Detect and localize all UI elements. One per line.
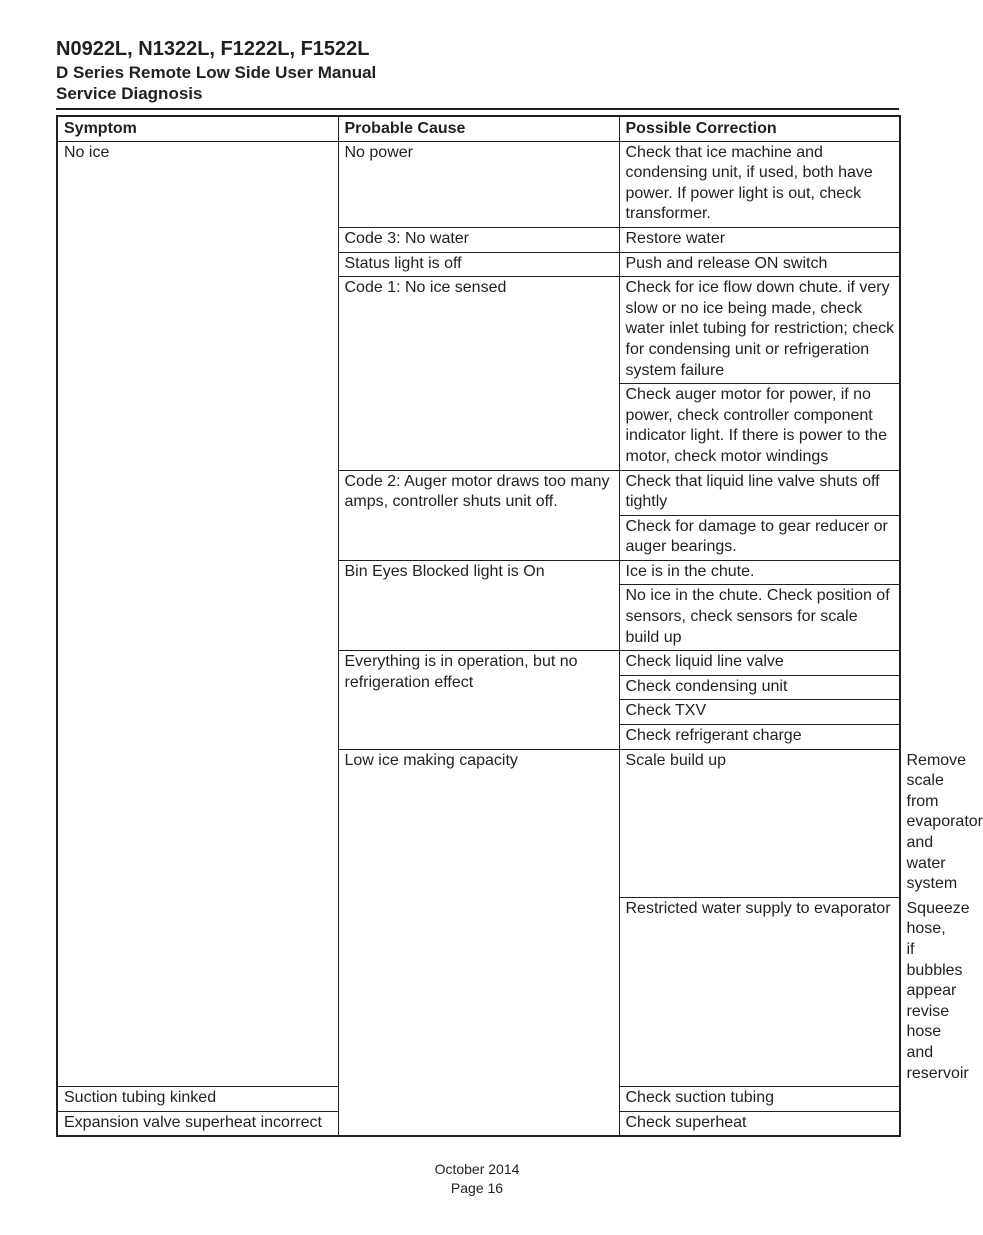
table-row <box>57 141 900 227</box>
correction-cell: Check auger motor for power, if no power, check controller component indicator light. If there is power to the motor, check motor windings <box>619 384 900 470</box>
page-header <box>56 37 899 104</box>
correction-cell: Check TXV <box>619 700 900 725</box>
correction-cell: Check for ice flow down chute. if very slow or no ice being made, check water inlet tubing for restriction; check for condensing unit or refrigeration system failure <box>619 277 900 384</box>
column-header-possible-correction: Possible Correction <box>619 116 900 141</box>
cause-cell: Restricted water supply to evaporator <box>619 897 900 1086</box>
section-title: Service Diagnosis <box>56 84 203 103</box>
symptom-cell: No ice <box>57 141 338 1087</box>
column-header-symptom: Symptom <box>57 116 338 141</box>
symptom-cell: Low ice making capacity <box>338 749 619 1136</box>
cause-cell: Suction tubing kinked <box>57 1087 338 1112</box>
cause-cell: Status light is off <box>338 252 619 277</box>
footer-page-number: Page 16 <box>450 1180 504 1196</box>
correction-cell: Push and release ON switch <box>619 252 900 277</box>
cause-cell: Expansion valve superheat incorrect <box>57 1111 338 1136</box>
footer-date: October 2014 <box>434 1161 520 1177</box>
cause-cell: No power <box>338 141 619 227</box>
correction-cell: Check superheat <box>619 1111 900 1136</box>
correction-cell: Check suction tubing <box>619 1087 900 1112</box>
cause-cell: Code 2: Auger motor draws too many amps, controller shuts unit off. <box>338 470 619 560</box>
cause-cell: Everything is in operation, but no refrigeration effect <box>338 651 619 749</box>
service-diagnosis-table <box>56 115 983 1137</box>
correction-cell: Ice is in the chute. <box>619 560 900 585</box>
correction-cell: Check that ice machine and condensing unit, if used, both have power. If power light is out, check transformer. <box>619 141 900 227</box>
header-divider <box>56 108 899 110</box>
correction-cell: Check condensing unit <box>619 675 900 700</box>
table-row: Low ice making capacity Scale build up Remove scale from evaporator and water system <box>57 749 900 897</box>
correction-cell: No ice in the chute. Check position of sensors, check sensors for scale build up <box>619 585 900 651</box>
correction-cell: Restore water <box>619 227 900 252</box>
manual-title: D Series Remote Low Side User Manual <box>56 63 377 82</box>
cause-cell: Code 3: No water <box>338 227 619 252</box>
correction-cell: Check refrigerant charge <box>619 725 900 750</box>
table-header-row <box>57 116 900 141</box>
model-title: N0922L, N1322L, F1222L, F1522L <box>56 38 370 60</box>
page-footer <box>0 1160 954 1198</box>
cause-cell: Bin Eyes Blocked light is On <box>338 560 619 650</box>
table-row: Restricted water supply to evaporator Squeeze hose, if bubbles appear revise hose and reservoir <box>57 897 900 1086</box>
correction-cell: Check liquid line valve <box>619 651 900 676</box>
correction-cell: Check for damage to gear reducer or auger bearings. <box>619 515 900 560</box>
column-header-probable-cause: Probable Cause <box>338 116 619 141</box>
cause-cell: Scale build up <box>619 749 900 897</box>
cause-cell: Code 1: No ice sensed <box>338 277 619 470</box>
correction-cell: Check that liquid line valve shuts off tightly <box>619 470 900 515</box>
